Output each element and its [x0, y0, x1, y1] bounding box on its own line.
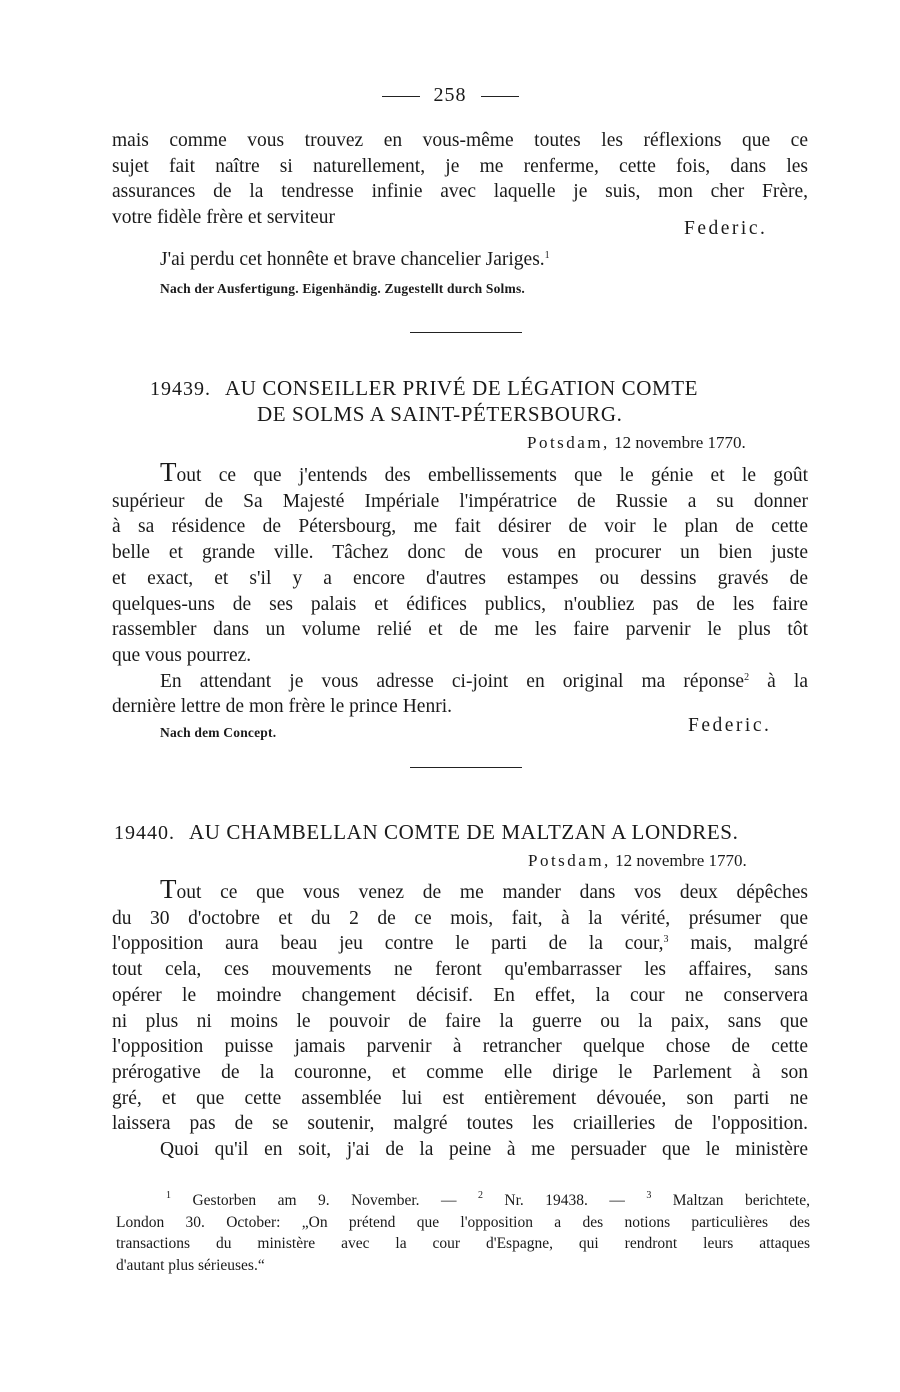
- header-dash-right: [481, 96, 519, 97]
- signature: Federic.: [688, 715, 772, 736]
- footnote-text: Gestorben am 9. November. —: [171, 1192, 478, 1209]
- footnote-ref: 1: [544, 250, 550, 261]
- footnotes: [116, 1190, 810, 1276]
- footnote-line: transactions du ministère avec la cour d'Espagne, qui rendront leurs attaques: [116, 1235, 810, 1252]
- footnote-ref: 3: [663, 934, 669, 946]
- text-line: out ce que vous venez de me mander dans vos deux dépêches: [176, 882, 808, 903]
- letter-number: 19440.: [114, 822, 175, 844]
- text-line: et exact, et s'il y a encore d'autres estampes ou dessins gravés de: [112, 567, 808, 589]
- footnote-line: d'autant plus sérieuses.“: [116, 1256, 265, 1274]
- text-line: En attendant je vous adresse ci-joint en original ma réponse: [160, 670, 745, 692]
- footnote-number: 2: [477, 1190, 483, 1201]
- text-line: supérieur de Sa Majesté Impériale l'impératrice de Russie a su donner: [112, 490, 808, 512]
- footnote-line: London 30. October: „On prétend que l'opposition a des notions particulières des: [116, 1213, 810, 1231]
- postscript-text: J'ai perdu cet honnête et brave chancelier Jariges.: [160, 249, 545, 270]
- text-line: votre fidèle frère et serviteur: [112, 207, 336, 229]
- text-line: quelques-uns de ses palais et édifices publics, n'oubliez pas de les faire: [112, 593, 808, 615]
- footnote-number: 1: [166, 1190, 171, 1201]
- date: 12 novembre 1770.: [614, 433, 746, 452]
- letter-number: 19439.: [150, 378, 211, 400]
- text-line: ni plus ni moins le pouvoir de faire la guerre ou la paix, sans que: [112, 1010, 808, 1032]
- text-line: out ce que j'entends des embellissements que le génie et le goût: [176, 465, 808, 486]
- signature: Federic.: [684, 218, 768, 239]
- text-line: tout cela, ces mouvements ne feront qu'embarrasser les affaires, sans: [112, 959, 808, 981]
- source-note: Nach der Ausfertigung. Eigenhändig. Zugestellt durch Solms.: [160, 281, 525, 296]
- footnote-number: 3: [646, 1190, 652, 1201]
- header-dash-left: [382, 96, 420, 97]
- text-line: du 30 d'octobre et du 2 de ce mois, fait, à la vérité, présumer que: [112, 907, 808, 929]
- section-divider: [410, 332, 522, 333]
- text-line-end: à la: [749, 670, 808, 692]
- footnote-ref: 2: [744, 671, 750, 683]
- text-line: rassembler dans un volume relié et de me les faire parvenir le plus tôt: [112, 619, 808, 641]
- footnote-text: Maltzan berichtete,: [651, 1192, 810, 1209]
- text-line: mais comme vous trouvez en vous-même toutes les réflexions que ce: [112, 130, 808, 151]
- text-line: belle et grande ville. Tâchez donc de vous en procurer un bien juste: [112, 542, 808, 564]
- text-line: sujet fait naître si naturellement, je me renferme, cette fois, dans les: [112, 155, 808, 177]
- place: Potsdam,: [527, 433, 610, 452]
- text-line: assurances de la tendresse infinie avec laquelle je suis, mon cher Frère,: [112, 181, 808, 203]
- text-line: l'opposition puisse jamais parvenir à retrancher quelque chose de cette: [112, 1036, 808, 1058]
- postscript: [160, 247, 760, 273]
- text-line: que vous pourrez.: [112, 644, 252, 666]
- letter-body: [112, 874, 808, 1163]
- place: Potsdam,: [528, 851, 611, 870]
- text-line: à sa résidence de Pétersbourg, me fait désirer de voir le plan de cette: [112, 516, 808, 538]
- text-line-end: mais, malgré: [668, 933, 808, 955]
- page-number: 258: [433, 84, 467, 106]
- letter-heading: [114, 820, 738, 845]
- text-line: opérer le moindre changement décisif. En effet, la cour ne conservera: [112, 984, 808, 1006]
- text-line: laissera pas de se soutenir, malgré toutes les criailleries de l'opposition.: [112, 1113, 808, 1135]
- continued-paragraph: [112, 128, 808, 231]
- text-line: l'opposition aura beau jeu contre le parti de la cour,: [112, 933, 664, 955]
- footnote-text: Nr. 19438. —: [482, 1192, 647, 1209]
- letter-body: [112, 457, 808, 720]
- text-line: Quoi qu'il en soit, j'ai de la peine à me persuader que le ministère: [160, 1139, 808, 1161]
- date: 12 novembre 1770.: [615, 851, 747, 870]
- text-line: prérogative de la couronne, et comme elle dirige le Parlement à son: [112, 1061, 808, 1083]
- section-divider: [410, 767, 522, 768]
- source-note: Nach dem Concept.: [160, 725, 277, 740]
- dateline: [527, 433, 746, 453]
- letter-heading: [150, 376, 698, 401]
- letter-title: AU CHAMBELLAN COMTE DE MALTZAN A LONDRES.: [189, 820, 739, 844]
- page-header: [0, 84, 900, 107]
- letter-title-line2: DE SOLMS A SAINT-PÉTERSBOURG.: [257, 402, 623, 426]
- text-line: gré, et que cette assemblée lui est entièrement dévouée, son parti ne: [112, 1087, 808, 1109]
- letter-title: AU CONSEILLER PRIVÉ DE LÉGATION COMTE: [225, 376, 699, 400]
- drop-cap: T: [160, 874, 177, 904]
- text-line: dernière lettre de mon frère le prince Henri.: [112, 696, 452, 718]
- drop-cap: T: [160, 457, 177, 487]
- dateline: [528, 851, 747, 871]
